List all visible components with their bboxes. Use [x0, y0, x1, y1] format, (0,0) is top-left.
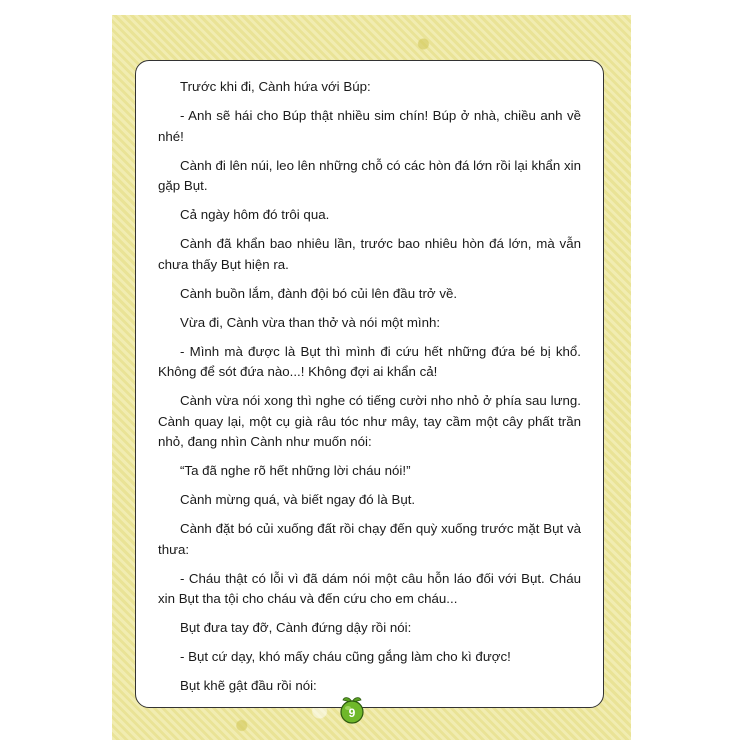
- paragraph: Cành vừa nói xong thì nghe có tiếng cười nho nhỏ ở phía sau lưng. Cành quay lại, một cụ già râu tóc như mây, tay cầm một cây phất trần nhỏ, đang nhìn Cành như muốn nói:: [158, 393, 581, 449]
- paragraph: - Anh sẽ hái cho Búp thật nhiều sim chín! Búp ở nhà, chiều anh về nhé!: [158, 108, 581, 144]
- paragraph: Cành đi lên núi, leo lên những chỗ có các hòn đá lớn rồi lại khẩn xin gặp Bụt.: [158, 157, 581, 193]
- paragraph: Cành đã khẩn bao nhiêu lần, trước bao nhiêu hòn đá lớn, mà vẫn chưa thấy Bụt hiện ra.: [158, 236, 581, 272]
- paragraph: Bụt đưa tay đỡ, Cành đứng dậy rồi nói:: [180, 620, 412, 635]
- story-text: [158, 77, 581, 708]
- paragraph: Vừa đi, Cành vừa than thở và nói một mình:: [180, 314, 441, 330]
- apple-page-number-icon: [336, 693, 368, 725]
- paragraph: Cành đặt bó củi xuống đất rồi chạy đến quỳ xuống trước mặt Bụt và thưa:: [158, 521, 581, 557]
- paragraph: - Bụt cứ dạy, khó mấy cháu cũng gắng làm cho kì được!: [180, 649, 511, 664]
- paragraph: Cành mừng quá, và biết ngay đó là Bụt.: [180, 492, 416, 507]
- paragraph: [158, 705, 581, 708]
- paragraph: Cành buồn lắm, đành đội bó củi lên đầu trở về.: [180, 285, 458, 301]
- paragraph: - Cháu thật có lỗi vì đã dám nói một câu hỗn láo đối với Bụt. Cháu xin Bụt tha tội cho cháu và đến cứu cho em cháu...: [158, 570, 581, 606]
- paragraph: Trước khi đi, Cành hứa với Búp:: [180, 79, 371, 94]
- paragraph: - Mình mà được là Bụt thì mình đi cứu hết những đứa bé bị khổ. Không để sót đứa nào...! Không đợi ai khẩn cả!: [158, 343, 581, 379]
- paragraph: Bụt khẽ gật đầu rồi nói:: [180, 678, 317, 693]
- text-panel: [135, 60, 604, 708]
- paragraph: Cả ngày hôm đó trôi qua.: [180, 207, 330, 222]
- page-number: 9: [348, 706, 356, 720]
- paragraph: “Ta đã nghe rõ hết những lời cháu nói!”: [180, 463, 411, 478]
